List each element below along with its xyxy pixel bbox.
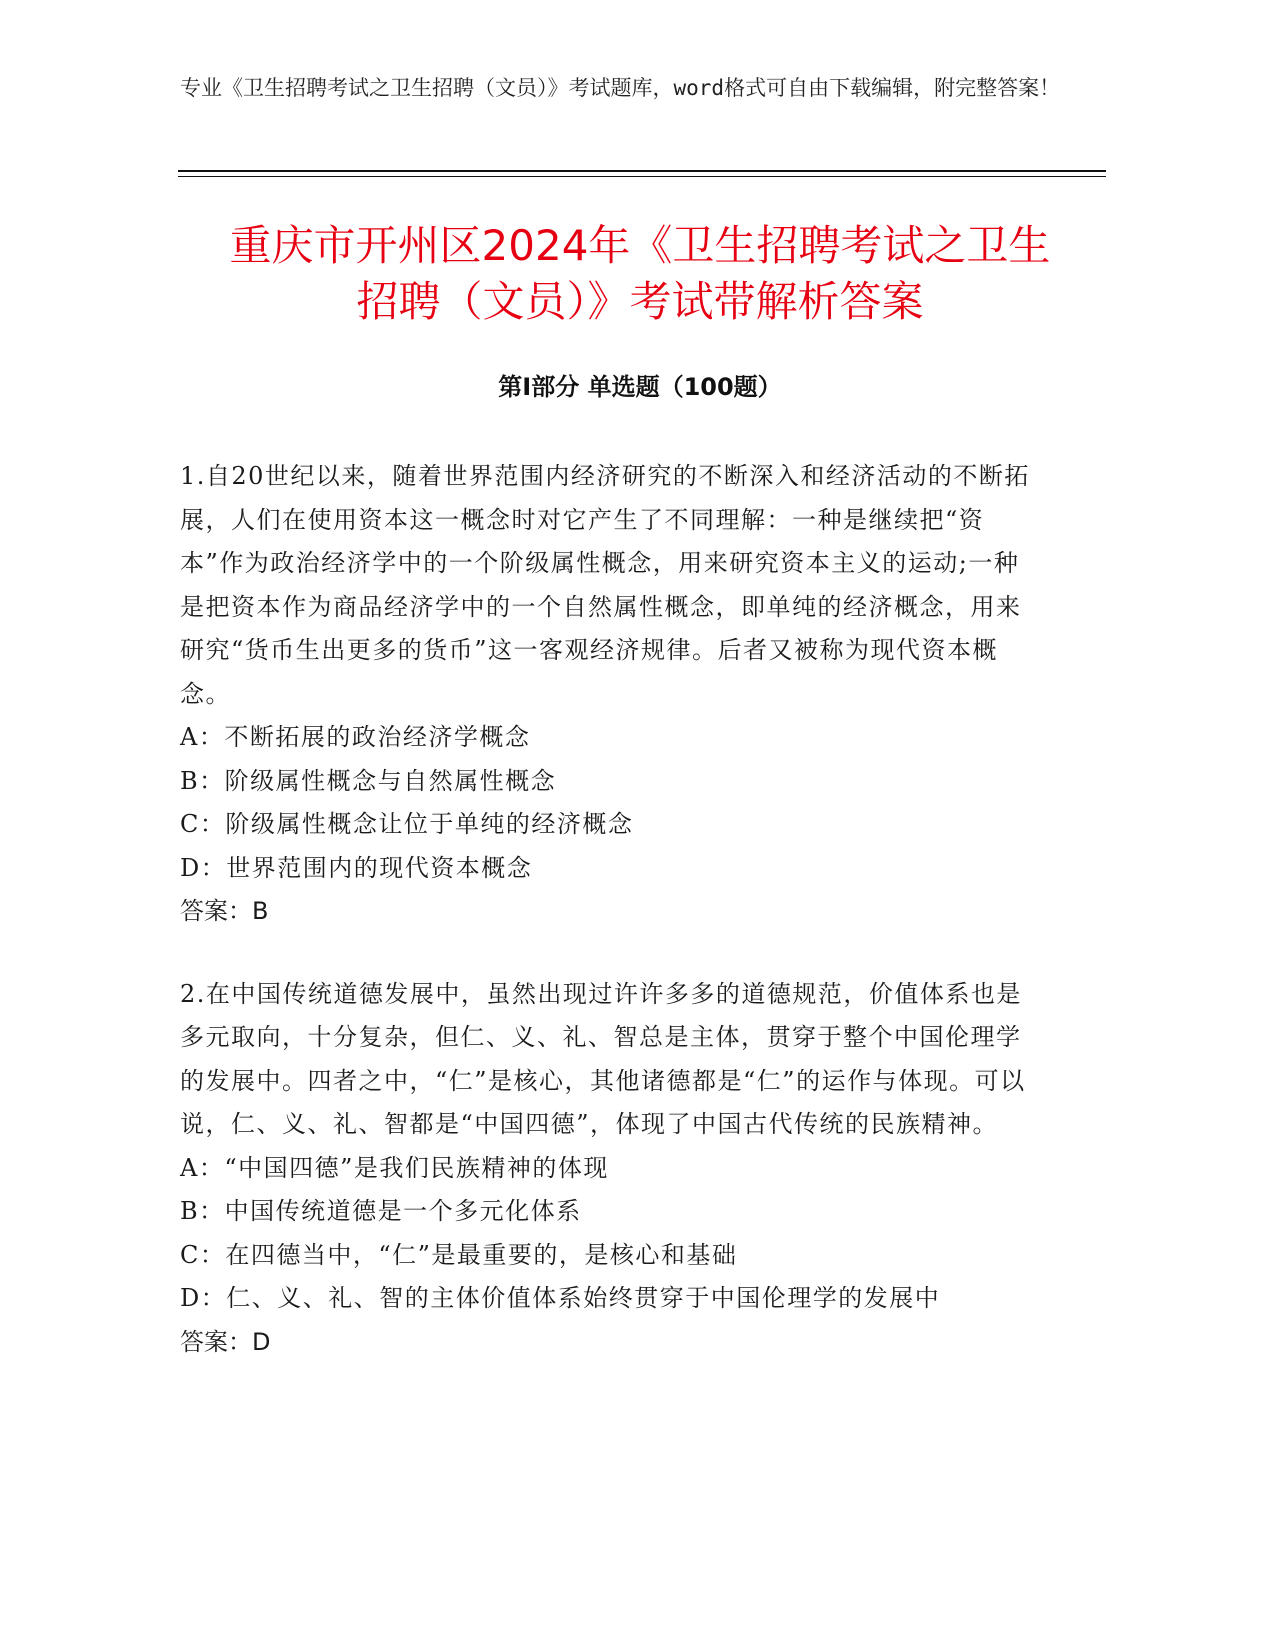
option-a: A：“中国四德”是我们民族精神的体现: [180, 1153, 609, 1182]
header-rule-thick: [178, 170, 1106, 172]
option-c: C：阶级属性概念让位于单纯的经济概念: [180, 810, 634, 838]
question-2: [180, 973, 1040, 1365]
option-c: C：在四德当中，“仁”是最重要的，是核心和基础: [180, 1240, 738, 1269]
question-stem: 1.自20世纪以来，随着世界范围内经济研究的不断深入和经济活动的不断拓展，人们在使用资本这一概念时对它产生了不同理解：一种是继续把“资本”作为政治经济学中的一个阶级属性概念，用来研究资本主义的运动;一种是把资本作为商品经济学中的一个自然属性概念，即单纯的经济概念，用来研究“货币生出更多的货币”这一客观经济规律。后者又被称为现代资本概念。: [180, 462, 1030, 708]
document-title-line-1: 重庆市开州区2024年《卫生招聘考试之卫生: [229, 221, 1051, 270]
option-a: A：不断拓展的政治经济学概念: [180, 723, 531, 751]
header-note: 专业《卫生招聘考试之卫生招聘（文员）》考试题库，word格式可自由下载编辑，附完整答案！: [180, 76, 1061, 100]
question-1: [180, 455, 1040, 934]
answer-line: 答案：D: [180, 1327, 271, 1356]
document-title-line-2: 招聘（文员）》考试带解析答案: [356, 277, 924, 326]
header-rule-thin: [178, 176, 1106, 177]
document-title: [140, 218, 1140, 330]
answer-line: 答案：B: [180, 897, 269, 925]
option-b: B：阶级属性概念与自然属性概念: [180, 766, 557, 795]
option-b: B：中国传统道德是一个多元化体系: [180, 1197, 582, 1225]
question-list: [180, 455, 1040, 1403]
section-title: 第Ⅰ部分 单选题（100题）: [498, 373, 782, 401]
option-d: D：仁、义、礼、智的主体价值体系始终贯穿于中国伦理学的发展中: [180, 1284, 941, 1312]
option-d: D：世界范围内的现代资本概念: [180, 853, 533, 882]
question-stem: 2.在中国传统道德发展中，虽然出现过许许多多的道德规范，价值体系也是多元取向，十分复杂，但仁、义、礼、智总是主体，贯穿于整个中国伦理学的发展中。四者之中，“仁”是核心，其他诸德都是“仁”的运作与体现。可以说，仁、义、礼、智都是“中国四德”，体现了中国古代传统的民族精神。: [180, 979, 1026, 1138]
